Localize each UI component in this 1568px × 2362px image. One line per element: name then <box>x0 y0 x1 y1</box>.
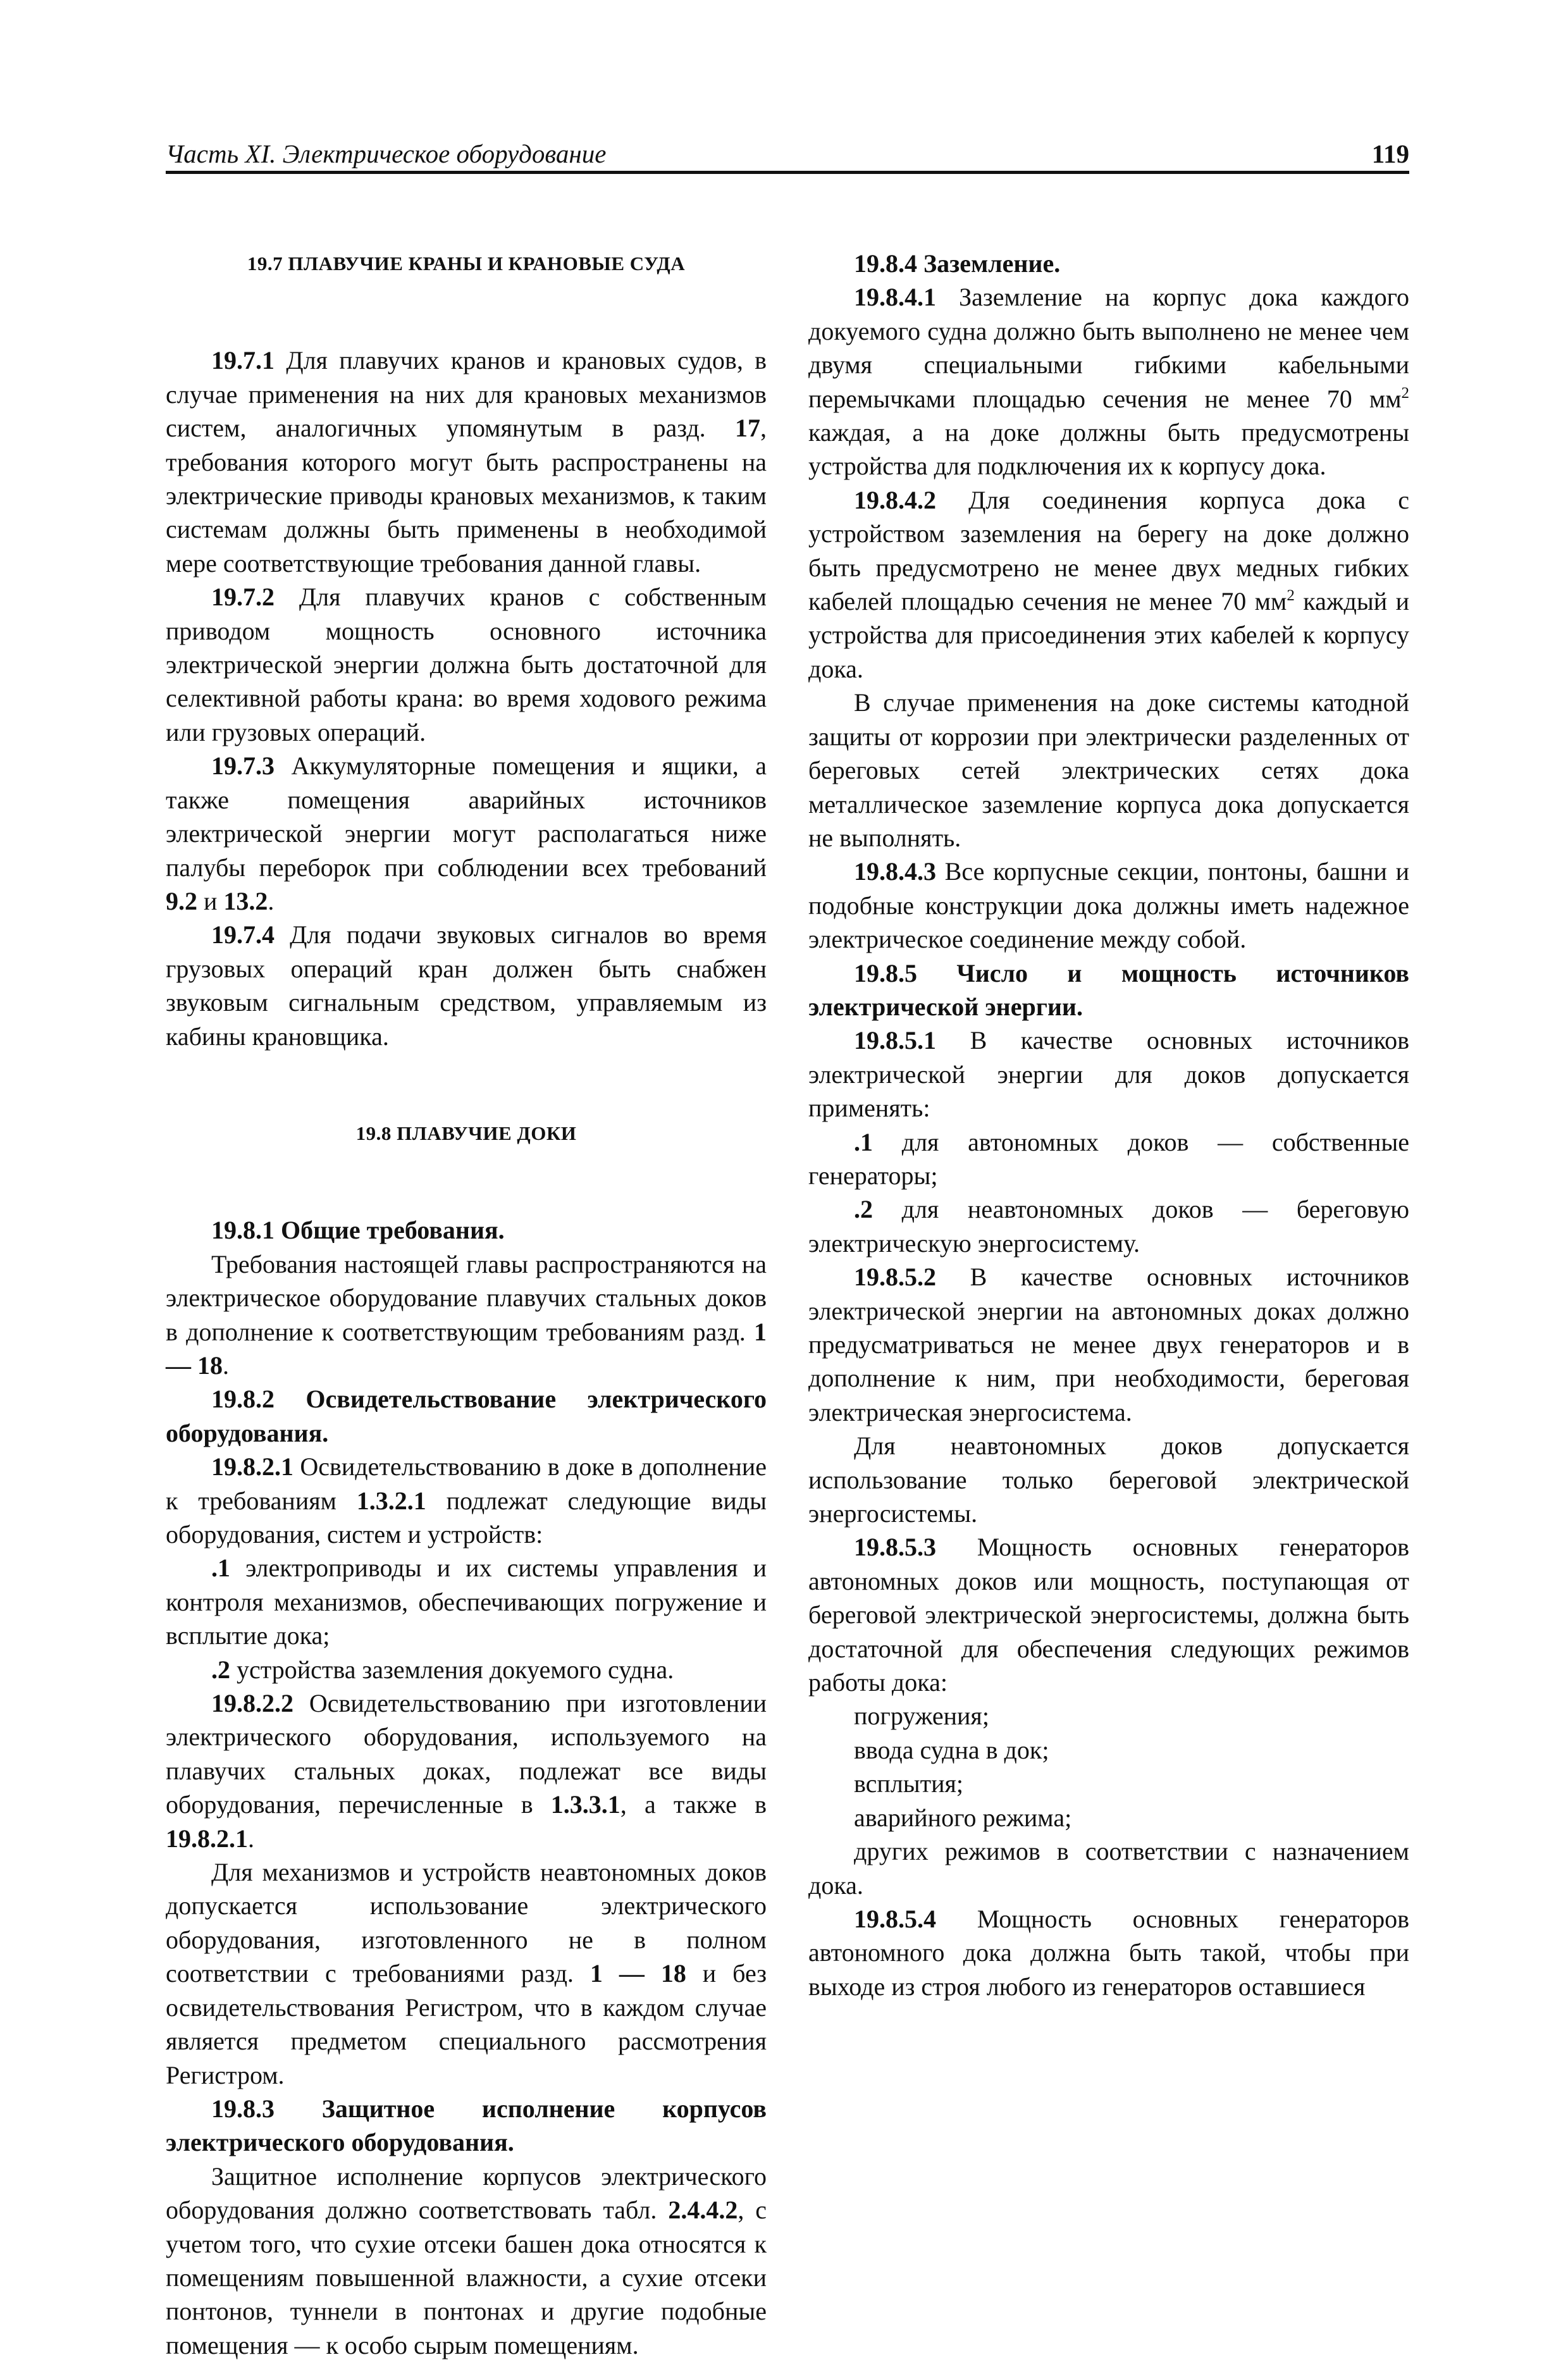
clause-number: 19.8.2 <box>211 1385 275 1414</box>
clause-number: 19.8.5.3 <box>854 1533 936 1562</box>
paragraph-19-7-4 <box>166 918 767 1053</box>
clause-title: Освидетельствование электрического оборудования. <box>166 1385 767 1447</box>
clause-number: 19.7.3 <box>211 751 275 781</box>
cross-reference: 1.3.2.1 <box>356 1486 426 1515</box>
spacer <box>166 1150 767 1213</box>
clause-text: Для подачи звуковых сигналов во время грузовых операций кран должен быть снабжен звуковым сигнальным средством, управляемым из кабины крановщика. <box>166 920 767 1051</box>
clause-title: Общие требования. <box>281 1216 505 1245</box>
clause-number: 19.8.4.2 <box>854 485 936 514</box>
clause-number: 19.7.1 <box>211 346 275 375</box>
cross-reference: 13.2 <box>223 886 268 915</box>
paragraph-19-8-5-3 <box>808 1530 1409 1699</box>
paragraph-19-7-1 <box>166 343 767 580</box>
item-number: .1 <box>211 1554 230 1583</box>
clause-title: Защитное исполнение корпусов электрического оборудования. <box>166 2094 767 2157</box>
clause-text: и <box>204 886 218 915</box>
paragraph-19-8-4-2 <box>808 483 1409 686</box>
list-item <box>808 1125 1409 1193</box>
clause-number: 19.8.2.1 <box>211 1452 293 1481</box>
superscript: 2 <box>1287 587 1295 605</box>
mode-item: погружения; <box>854 1702 989 1731</box>
mode-item: аварийного режима; <box>854 1803 1072 1832</box>
paragraph-19-8-5-2 <box>808 1260 1409 1429</box>
cross-reference: 1 — 18 <box>166 1317 767 1380</box>
clause-number: 19.8.4.3 <box>854 857 936 886</box>
clause-text: Освидетельствованию при изготовлении электрического оборудования, используемого на плавучих стальных доках, подлежат все виды оборудования, перечисленные в <box>166 1689 767 1819</box>
paragraph-protection <box>166 2160 767 2362</box>
clause-text: . <box>223 1351 229 1380</box>
clause-text: , требования которого могут быть распространены на электрические приводы крановых механизмов, к таким системам должны быть применены в необходимой мере соответствующие требования данной главы. <box>166 414 767 578</box>
item-number: .2 <box>211 1655 230 1684</box>
cross-reference: 17 <box>735 414 761 443</box>
clause-text: . <box>268 886 275 915</box>
cross-reference: 9.2 <box>166 886 197 915</box>
clause-text: и без освидетельствования Регистром, что в каждом случае является предметом специального рассмотрения Регистром. <box>166 1959 767 2089</box>
section-heading-19-8: 19.8 ПЛАВУЧИЕ ДОКИ <box>355 1122 577 1144</box>
clause-text: Для плавучих кранов и крановых судов, в случае применения на них для крановых механизмов систем, аналогичных упомянутым в разд. <box>166 346 767 443</box>
clause-number: 19.8.2.2 <box>211 1689 293 1718</box>
clause-text: Аккумуляторные помещения и ящики, а также помещения аварийных источников электрической энергии могут располагаться ниже палубы переборок при соблюдении всех требований <box>166 751 767 882</box>
clause-text: подлежат следующие виды оборудования, систем и устройств: <box>166 1486 767 1549</box>
list-item <box>808 1192 1409 1260</box>
spacer <box>166 1053 767 1116</box>
clause-text: Для соединения корпуса дока с устройством заземления на берегу на доке должно быть предусмотрено не менее двух медных гибких кабелей площадью сечения не менее 70 мм <box>808 485 1410 616</box>
subheading-19-8-4 <box>808 247 1409 280</box>
paragraph-19-7-2 <box>166 580 767 749</box>
running-title: Часть XI. Электрическое оборудование <box>166 139 607 168</box>
section-heading-19-7: 19.7 ПЛАВУЧИЕ КРАНЫ И КРАНОВЫЕ СУДА <box>247 252 686 275</box>
clause-number: 19.8.5.4 <box>854 1904 936 1933</box>
item-text: для автономных доков — собственные генераторы; <box>808 1127 1410 1190</box>
paragraph-19-8-5-1 <box>808 1023 1409 1125</box>
clause-text: каждая, а на доке должны быть предусмотрены устройства для подключения их к корпусу дока. <box>808 418 1409 481</box>
page-number: 119 <box>1371 139 1409 168</box>
item-number: .1 <box>854 1127 873 1156</box>
subheading-19-8-2 <box>166 1382 767 1450</box>
mode-item: других режимов в соответствии с назначением дока. <box>808 1837 1409 1900</box>
clause-number: 19.8.5.2 <box>854 1263 936 1292</box>
running-head <box>166 138 1409 170</box>
clause-text: Для плавучих кранов с собственным приводом мощность основного источника электрической энергии должна быть достаточной для селективной работы крана: во время ходового режима или грузовых операций. <box>166 583 767 746</box>
subheading-19-8-1 <box>166 1213 767 1247</box>
paragraph-19-8-4-3 <box>808 855 1409 956</box>
clause-number: 19.7.4 <box>211 920 275 949</box>
clause-text: каждый и устройства для присоединения этих кабелей к корпусу дока. <box>808 587 1410 683</box>
clause-text: Мощность основных генераторов автономного дока должна быть такой, чтобы при выходе из строя любого из генераторов оставшиеся <box>808 1904 1409 2001</box>
item-text: устройства заземления докуемого судна. <box>237 1655 674 1684</box>
subheading-19-8-5 <box>808 956 1409 1024</box>
paragraph-19-8-5-4 <box>808 1902 1409 2003</box>
clause-text: Защитное исполнение корпусов электрического оборудования должно соответствовать табл. <box>166 2161 767 2225</box>
cross-reference: 19.8.2.1 <box>166 1824 248 1853</box>
clause-text: В качестве основных источников электрической энергии для доков допускается применять: <box>808 1026 1410 1123</box>
clause-number: 19.7.2 <box>211 583 275 612</box>
header-rule <box>166 171 1409 174</box>
right-column <box>808 247 1409 2003</box>
clause-text: Все корпусные секции, понтоны, башни и подобные конструкции дока должны иметь надежное электрическое соединение между собой. <box>808 857 1410 954</box>
clause-text: , с учетом того, что сухие отсеки башен дока относятся к помещениям повышенной влажности, а сухие отсеки понтонов, туннели в понтонах и другие подобные помещения — к особо сырым помещениям. <box>166 2196 767 2359</box>
paragraph-cathodic: В случае применения на доке системы катодной защиты от коррозии при электрически разделенных от береговых сетей электрических сетях дока металлическое заземление корпуса дока допускается не выполнять. <box>808 688 1409 852</box>
item-text: для неавтономных доков — береговую электрическую энергосистему. <box>808 1195 1410 1258</box>
clause-number: 19.8.4.1 <box>854 283 936 312</box>
clause-number: 19.8.4 <box>854 249 917 278</box>
item-text: электроприводы и их системы управления и контроля механизмов, обеспечивающих погружение и всплытие дока; <box>166 1554 767 1650</box>
clause-text: В качестве основных источников электрической энергии на автономных доках должно предусматриваться не менее двух генераторов и в дополнение к ним, при необходимости, береговая электрическая энергосистема. <box>808 1263 1410 1426</box>
clause-text: , а также в <box>620 1790 767 1819</box>
clause-title: Заземление. <box>923 249 1061 278</box>
paragraph-19-8-4-1 <box>808 280 1409 483</box>
paragraph-19-8-2-1 <box>166 1450 767 1551</box>
superscript: 2 <box>1401 384 1409 402</box>
mode-item: ввода судна в док; <box>854 1735 1049 1764</box>
list-item <box>166 1653 767 1686</box>
list-item <box>166 1551 767 1652</box>
clause-title: Число и мощность источников электрической энергии. <box>808 958 1409 1021</box>
cross-reference: 2.4.4.2 <box>668 2196 738 2225</box>
clause-text: Для механизмов и устройств неавтономных доков допускается использование электрического оборудования, изготовленного не в полном соответствии с требованиями разд. <box>166 1858 767 1988</box>
subheading-19-8-3 <box>166 2092 767 2160</box>
item-number: .2 <box>854 1195 873 1224</box>
paragraph-non-autonomous: Для неавтономных доков допускается использование только береговой электрической энергосистемы. <box>808 1431 1409 1528</box>
paragraph-general <box>166 1247 767 1383</box>
clause-text: Мощность основных генераторов автономных доков или мощность, поступающая от береговой электрической энергосистемы, должна быть достаточной для обеспечения следующих режимов работы дока: <box>808 1533 1409 1697</box>
clause-text: . <box>248 1824 254 1853</box>
clause-number: 19.8.1 <box>211 1216 275 1245</box>
mode-item: всплытия; <box>854 1769 964 1798</box>
paragraph-mechanisms <box>166 1855 767 2092</box>
paragraph-19-8-2-2 <box>166 1686 767 1855</box>
clause-number: 19.8.3 <box>211 2094 275 2123</box>
clause-text: Требования настоящей главы распространяются на электрическое оборудование плавучих стальных доков в дополнение к соответствующим требованиям разд. <box>166 1249 767 1346</box>
left-column <box>166 247 767 2362</box>
clause-text: Заземление на корпус дока каждого докуемого судна должно быть выполнено не менее чем двумя специальными гибкими кабельными перемычками площадью сечения не менее 70 мм <box>808 283 1410 413</box>
clause-text: Освидетельствованию в доке в дополнение к требованиям <box>166 1452 767 1515</box>
cross-reference: 1 — 18 <box>590 1959 686 1988</box>
cross-reference: 1.3.3.1 <box>550 1790 620 1819</box>
clause-number: 19.8.5.1 <box>854 1026 936 1055</box>
clause-number: 19.8.5 <box>854 958 917 987</box>
paragraph-19-7-3 <box>166 749 767 918</box>
spacer <box>166 280 767 343</box>
